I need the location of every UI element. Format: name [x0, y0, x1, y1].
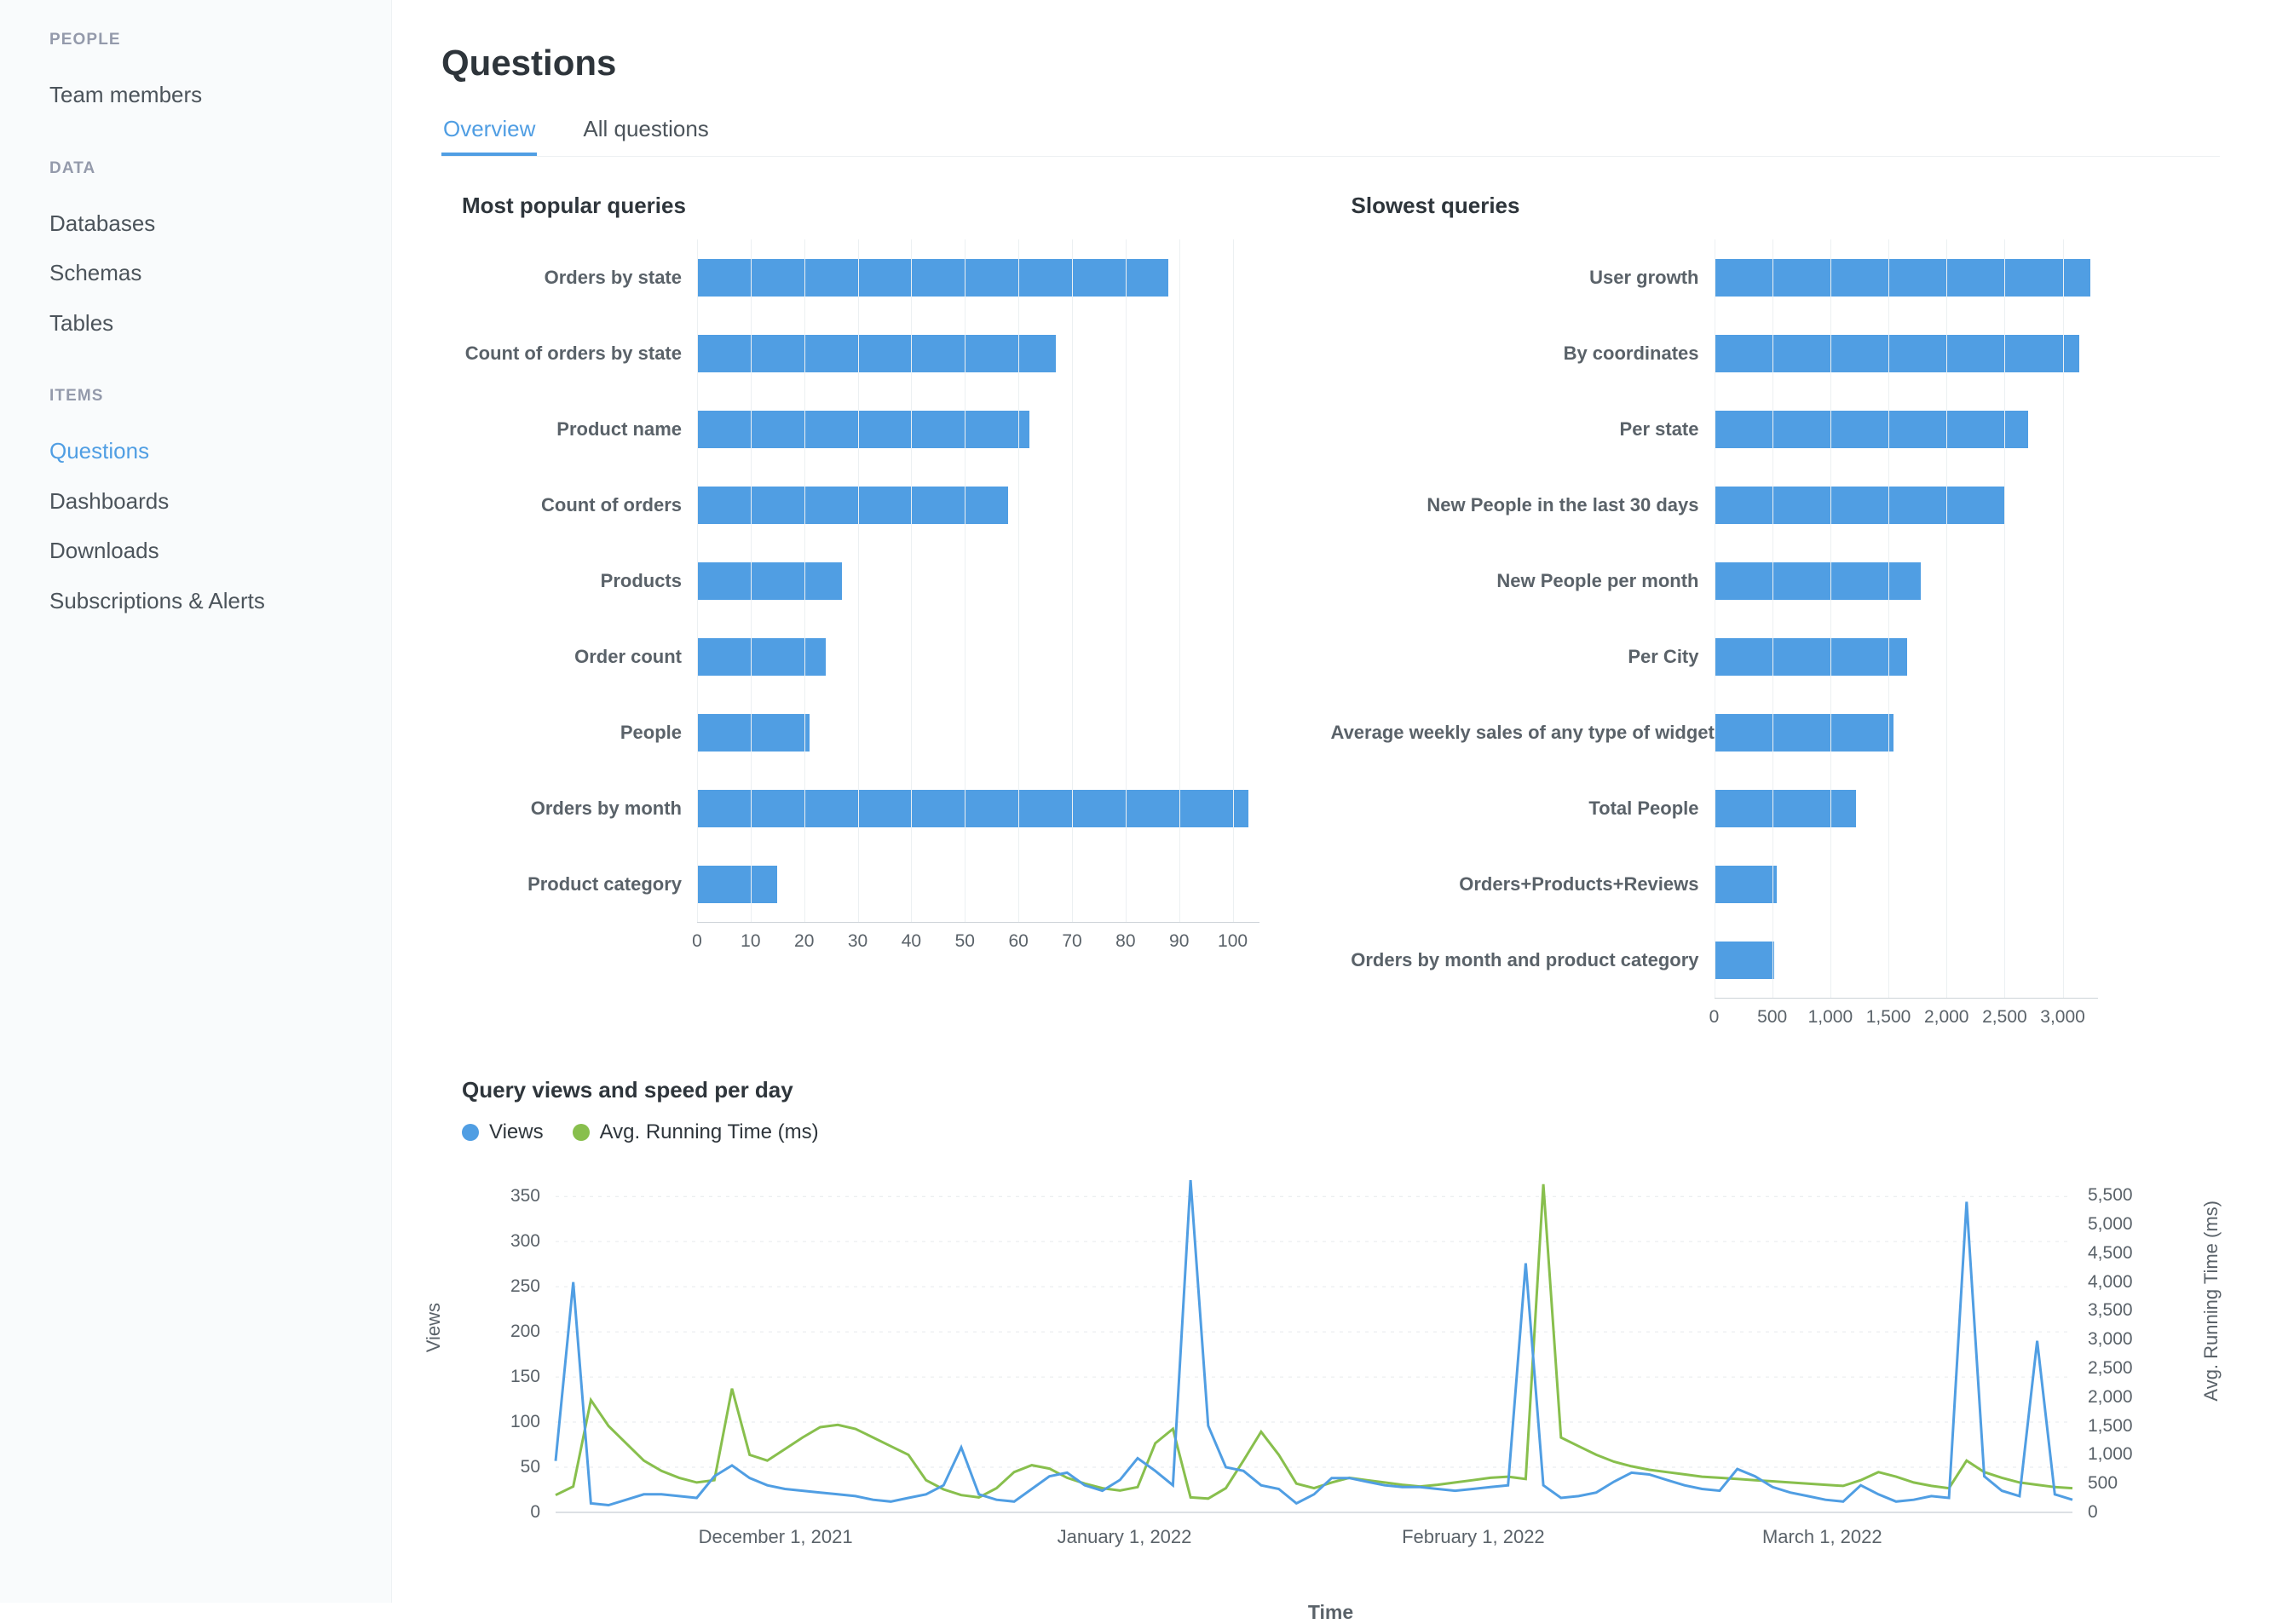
x-tick-label: 1,500 [1865, 1007, 1911, 1027]
chart-title-most-popular: Most popular queries [462, 193, 686, 218]
line-chart-y-axis-title-right: Avg. Running Time (ms) [2200, 1201, 2222, 1402]
bar-category-label: Per state [1619, 418, 1699, 440]
bar-category-label: Count of orders [541, 493, 682, 515]
y-tick-label-right: 3,000 [2088, 1329, 2133, 1350]
bar-plot-area [441, 239, 1331, 922]
main-content [392, 0, 2271, 1623]
bar-track [697, 315, 1259, 391]
bar-track [697, 543, 1259, 619]
x-tick-label: 20 [794, 931, 815, 951]
bar-track [1715, 467, 2098, 543]
bar-category-label: By coordinates [1563, 342, 1699, 364]
legend-label-views: Views [489, 1120, 544, 1143]
x-tick-label: 30 [847, 931, 868, 951]
y-tick-label-left: 200 [510, 1322, 540, 1342]
bar-row[interactable] [441, 315, 1331, 391]
bar-fill[interactable] [1715, 335, 2079, 372]
y-tick-label-left: 0 [530, 1502, 540, 1522]
bar-fill[interactable] [1715, 714, 1893, 752]
bar-fill[interactable] [697, 411, 1029, 448]
chart-slowest-queries [1331, 193, 2221, 1033]
y-tick-label-right: 3,500 [2088, 1300, 2133, 1321]
line-series-running-time [556, 1184, 2072, 1499]
bar-category-label: New People in the last 30 days [1427, 493, 1699, 515]
bar-category-label: Product name [556, 418, 682, 440]
charts-row [441, 193, 2220, 1033]
legend-color-dot-views [462, 1124, 479, 1141]
chart-most-popular-queries [441, 193, 1331, 1033]
bar-row[interactable] [1331, 619, 2221, 694]
tab-bar [441, 109, 2220, 157]
bar-category-label: Products [600, 569, 682, 591]
bar-row[interactable] [441, 239, 1331, 315]
sidebar-section-data [0, 159, 391, 348]
bar-row[interactable] [1331, 467, 2221, 543]
bar-category-label: Per City [1628, 645, 1699, 667]
bar-track [1715, 543, 2098, 619]
y-tick-label-right: 500 [2088, 1473, 2118, 1494]
y-tick-label-right: 1,000 [2088, 1444, 2133, 1465]
x-tick-label: March 1, 2022 [1761, 1526, 1882, 1547]
bar-track [1715, 315, 2098, 391]
y-tick-label-left: 50 [520, 1457, 540, 1477]
x-tick-label: 50 [954, 931, 975, 951]
x-tick-label: 100 [1218, 931, 1248, 951]
bar-track [697, 770, 1259, 846]
chart-title-slowest: Slowest queries [1351, 193, 1520, 218]
bar-fill[interactable] [1715, 487, 2005, 524]
x-tick-label: February 1, 2022 [1402, 1526, 1545, 1547]
bar-track [697, 239, 1259, 315]
bar-category-label: Product category [527, 872, 682, 895]
sidebar-section-items [0, 387, 391, 625]
bar-fill[interactable] [1715, 638, 1907, 676]
bar-category-label: People [620, 721, 682, 743]
bar-fill[interactable] [697, 714, 810, 752]
x-tick-label: 40 [901, 931, 922, 951]
y-tick-label-right: 4,000 [2088, 1271, 2133, 1292]
bar-track [697, 619, 1259, 694]
bar-row[interactable] [441, 391, 1331, 467]
bar-fill[interactable] [697, 487, 1008, 524]
bar-category-label: Orders+Products+Reviews [1459, 872, 1699, 895]
sidebar-item-downloads[interactable]: Downloads [49, 538, 159, 563]
bar-row[interactable] [441, 694, 1331, 770]
bar-row[interactable] [1331, 922, 2221, 998]
bar-fill[interactable] [1715, 866, 1778, 903]
y-tick-label-left: 250 [510, 1276, 540, 1297]
bar-category-label: Average weekly sales of any type of widget [1330, 721, 1715, 743]
bar-track [1715, 391, 2098, 467]
y-tick-label-left: 300 [510, 1231, 540, 1252]
bar-chart-most-popular [441, 239, 1331, 957]
sidebar-item-dashboards[interactable]: Dashboards [49, 487, 170, 514]
y-tick-label-right: 1,500 [2088, 1415, 2133, 1436]
sidebar-item-databases[interactable]: Databases [49, 210, 156, 236]
legend-label-running-time: Avg. Running Time (ms) [599, 1120, 819, 1143]
bar-track [1715, 619, 2098, 694]
tab-all-questions[interactable]: All questions [583, 116, 709, 141]
bar-fill[interactable] [1715, 259, 2091, 297]
y-tick-label-left: 150 [510, 1367, 540, 1387]
bar-fill[interactable] [1715, 790, 1856, 827]
bar-row[interactable] [441, 467, 1331, 543]
page-title: Questions [441, 43, 617, 83]
y-tick-label-left: 350 [510, 1186, 540, 1206]
x-tick-label: 90 [1169, 931, 1190, 951]
bar-row[interactable] [1331, 391, 2221, 467]
y-tick-label-right: 0 [2088, 1502, 2098, 1522]
x-tick-label: December 1, 2021 [698, 1526, 853, 1547]
x-tick-label: 1,000 [1807, 1007, 1853, 1027]
bar-fill[interactable] [1715, 942, 1775, 979]
bar-row[interactable] [1331, 239, 2221, 315]
bar-track [1715, 770, 2098, 846]
bar-plot-area [1331, 239, 2221, 998]
x-tick-label: January 1, 2022 [1057, 1526, 1192, 1547]
sidebar-item-tables[interactable]: Tables [49, 309, 114, 336]
bar-track [697, 391, 1259, 467]
line-series-views [556, 1180, 2072, 1505]
y-tick-label-right: 2,500 [2088, 1358, 2133, 1379]
bar-chart-x-ticks [1709, 999, 2098, 1033]
sidebar-section-people [0, 31, 391, 120]
legend-item-views[interactable] [462, 1120, 544, 1144]
bar-track [1715, 846, 2098, 922]
bar-chart-slowest [1331, 239, 2221, 1033]
y-tick-label-left: 100 [510, 1412, 540, 1432]
sidebar [0, 0, 392, 1603]
x-tick-label: 0 [1709, 1007, 1720, 1027]
line-chart-svg [462, 1166, 2175, 1541]
sidebar-item-team-members[interactable]: Team members [49, 82, 203, 107]
bar-chart-x-ticks [692, 923, 1259, 957]
bar-category-label: Orders by state [544, 266, 682, 288]
bar-track [697, 846, 1259, 922]
bar-category-label: New People per month [1496, 569, 1699, 591]
x-tick-label: 10 [741, 931, 761, 951]
bar-fill[interactable] [697, 259, 1168, 297]
y-tick-label-right: 5,000 [2088, 1214, 2133, 1235]
chart-title-query-views-speed: Query views and speed per day [462, 1077, 793, 1103]
bar-row[interactable] [1331, 543, 2221, 619]
y-tick-label-right: 2,000 [2088, 1386, 2133, 1407]
bar-track [1715, 239, 2098, 315]
sidebar-gap-1 [0, 120, 391, 159]
legend-item-running-time[interactable] [573, 1120, 819, 1144]
bar-row[interactable] [441, 846, 1331, 922]
sidebar-item-questions[interactable]: Questions [49, 438, 150, 464]
bar-fill[interactable] [1715, 562, 1922, 600]
sidebar-section-title-people: PEOPLE [49, 31, 121, 49]
bar-track [697, 467, 1259, 543]
line-chart-y-axis-title-left: Views [423, 1303, 444, 1353]
x-tick-label: 2,000 [1923, 1007, 1969, 1027]
x-tick-label: 80 [1115, 931, 1136, 951]
y-tick-label-right: 5,500 [2088, 1185, 2133, 1206]
bar-fill[interactable] [697, 562, 842, 600]
bar-track [697, 694, 1259, 770]
bar-row[interactable] [1331, 315, 2221, 391]
x-tick-label: 0 [692, 931, 702, 951]
bar-category-label: Orders by month and product category [1351, 948, 1699, 970]
x-tick-label: 500 [1757, 1007, 1788, 1027]
tab-overview[interactable]: Overview [441, 109, 537, 156]
chart-legend [441, 1120, 2220, 1144]
bar-row[interactable] [441, 619, 1331, 694]
x-tick-label: 2,500 [1982, 1007, 2027, 1027]
bar-row[interactable] [1331, 770, 2221, 846]
bar-row[interactable] [441, 543, 1331, 619]
sidebar-section-title-items: ITEMS [49, 387, 104, 405]
bar-fill[interactable] [697, 866, 777, 903]
line-chart-plot [423, 1166, 2222, 1592]
bar-row[interactable] [1331, 694, 2221, 770]
line-chart-x-axis-title: Time [1307, 1601, 1354, 1623]
bar-category-label: Orders by month [530, 797, 682, 819]
bar-fill[interactable] [697, 790, 1248, 827]
y-tick-label-right: 4,500 [2088, 1242, 2133, 1263]
bar-track [1715, 922, 2098, 998]
sidebar-gap-2 [0, 348, 391, 387]
bar-row[interactable] [1331, 846, 2221, 922]
sidebar-item-subscriptions-alerts[interactable]: Subscriptions & Alerts [49, 587, 265, 613]
chart-query-views-speed [423, 1077, 2222, 1624]
legend-color-dot-running-time [573, 1124, 590, 1141]
bar-category-label: Order count [574, 645, 682, 667]
bar-track [1715, 694, 2098, 770]
bar-fill[interactable] [697, 638, 826, 676]
bar-category-label: User growth [1589, 266, 1699, 288]
sidebar-section-title-data: DATA [49, 158, 96, 177]
x-tick-label: 3,000 [2040, 1007, 2085, 1027]
bar-fill[interactable] [697, 335, 1056, 372]
bar-category-label: Total People [1588, 797, 1699, 819]
x-tick-label: 70 [1062, 931, 1082, 951]
bar-category-label: Count of orders by state [464, 342, 682, 364]
bar-row[interactable] [441, 770, 1331, 846]
sidebar-item-schemas[interactable]: Schemas [49, 260, 142, 285]
bar-fill[interactable] [1715, 411, 2028, 448]
x-tick-label: 60 [1008, 931, 1029, 951]
